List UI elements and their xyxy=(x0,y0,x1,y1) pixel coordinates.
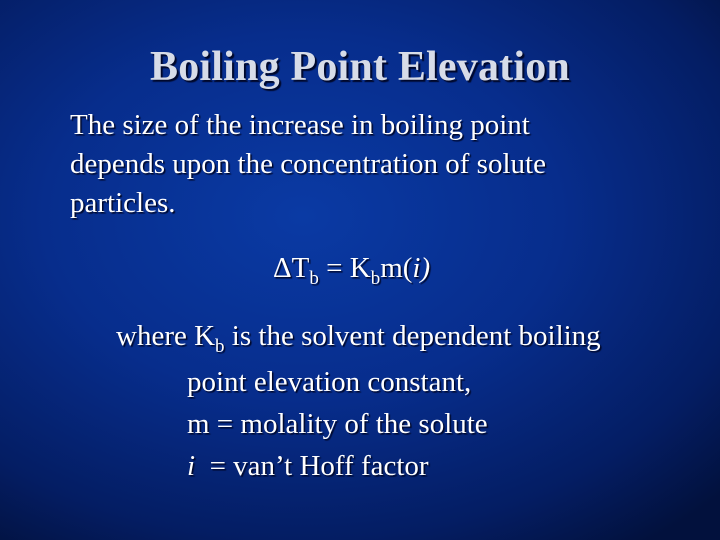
definition-i-variable: i xyxy=(187,450,196,482)
intro-line-3: particles. xyxy=(70,187,176,219)
equation-t-subscript: b xyxy=(309,268,319,289)
equation-i-variable: i xyxy=(412,252,421,284)
definition-kb-rest: is the solvent dependent boiling xyxy=(224,320,601,352)
equation-close-paren: ) xyxy=(420,252,431,284)
slide-title: Boiling Point Elevation xyxy=(150,44,570,90)
intro-line-1: The size of the increase in boiling point xyxy=(70,109,530,141)
definition-molality: m = molality of the solute xyxy=(187,408,488,440)
equation-equals-k: = K xyxy=(318,252,371,284)
boiling-point-equation xyxy=(273,248,430,292)
intro-line-2: depends upon the concentration of solute xyxy=(70,148,546,180)
equation-m-part: m( xyxy=(380,252,413,284)
definitions-block xyxy=(116,315,696,487)
definition-vant-hoff-rest: = van’t Hoff factor xyxy=(195,450,429,482)
definition-kb-prefix: where K xyxy=(116,320,216,352)
definition-vant-hoff xyxy=(116,445,696,487)
intro-paragraph xyxy=(70,106,680,223)
equation-delta-t: ΔT xyxy=(273,252,310,284)
equation-k-subscript: b xyxy=(370,268,381,289)
definition-kb-continued: point elevation constant, xyxy=(187,366,472,398)
definition-kb-subscript: b xyxy=(215,336,225,357)
definition-kb xyxy=(116,315,696,361)
